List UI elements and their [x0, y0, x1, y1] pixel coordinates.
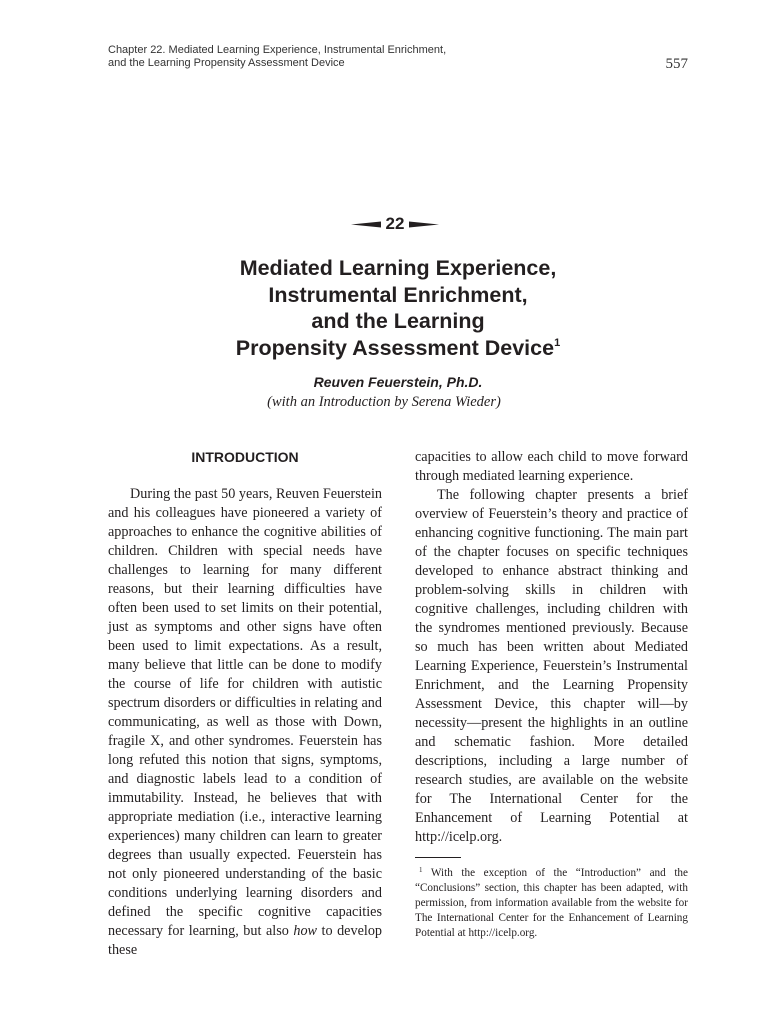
running-head-line-2: and the Learning Propensity Assessment Device — [108, 57, 345, 69]
title-line-4 — [0, 335, 768, 362]
running-head-line-1: Chapter 22. Mediated Learning Experience, Instrumental Enrichment, — [108, 44, 447, 56]
title-footnote-marker: 1 — [554, 336, 561, 349]
footnote-divider — [415, 857, 461, 858]
right-column — [415, 448, 688, 847]
left-arrow-icon — [351, 220, 381, 229]
intro-text: During the past 50 years, Reuven Feuerstein and his colleagues have pioneered a variety of approaches to enhance the cognitive abilities of children. Children with special needs have challenges to learning for many different reasons, but their learning difficulties have often been used to set limits on their potential, just as symptoms and other signs have often been used to limit expectations. As a result, many believe that little can be done to modify the course of life for children with autistic spectrum disorders or difficulties in relating and communicating, as well as those with Down, fragile X, and other syndromes. Feuerstein has long refuted this notion that signs, symptoms, and diagnostic labels lead to a condition of immutability. Instead, he believes that with appropriate mediation (i.e., interactive learning experiences) many children can learn to greater degrees than usually expected. Feuerstein has not only pioneered understanding of the basic conditions underlying learning disorders and defined the specific cognitive capacities necessary for learning, but also — [108, 486, 382, 939]
intro-text-end: to develop these — [108, 923, 383, 958]
chapter-title — [0, 255, 768, 361]
left-column — [108, 485, 382, 960]
right-arrow-icon — [409, 220, 439, 229]
intro-emphasis: how — [293, 923, 317, 939]
continuation-paragraph: capacities to allow each child to move forward through mediated learning experience. — [415, 449, 688, 484]
author-name: Reuven Feuerstein, Ph.D. — [313, 374, 483, 390]
page-number: 557 — [665, 56, 688, 72]
chapter-number — [0, 214, 768, 234]
title-line-3: and the Learning — [311, 309, 485, 333]
title-line-4-text: Propensity Assessment Device — [235, 335, 555, 360]
title-line-2: Instrumental Enrichment, — [268, 282, 528, 307]
footnote-text: With the exception of the “Introduction” and the “Conclusions” section, this chapter has been adapted, with permission, from information available from the website for The International Center for the Enhancement of Learning Potential at http://icelp.org. — [415, 867, 688, 939]
running-head — [108, 44, 446, 70]
section-heading: INTRODUCTION — [191, 449, 299, 465]
overview-paragraph: The following chapter presents a brief overview of Feuerstein’s theory and practice of enhancing cognitive functioning. The main part of the chapter focuses on specific techniques developed to enhance abstract thinking and problem-solving skills in children with cognitive challenges, including children with the syndromes mentioned previously. Because so much has been written about Mediated Learning Experience, Feuerstein’s Instrumental Enrichment, and the Learning Propensity Assessment Device, this chapter will—by necessity—present the highlights in an outline and schematic fashion. More detailed descriptions, including a large number of research studies, are available on the website for The International Center for the Enhancement of Learning Potential at http://icelp.org. — [415, 487, 688, 845]
byline: (with an Introduction by Serena Wieder) — [267, 394, 501, 410]
title-line-1: Mediated Learning Experience, — [239, 256, 557, 280]
footnote-marker: 1 — [419, 866, 423, 874]
intro-paragraph — [108, 485, 382, 960]
chapter-number-label: 22 — [385, 214, 405, 233]
footnote — [415, 866, 688, 941]
